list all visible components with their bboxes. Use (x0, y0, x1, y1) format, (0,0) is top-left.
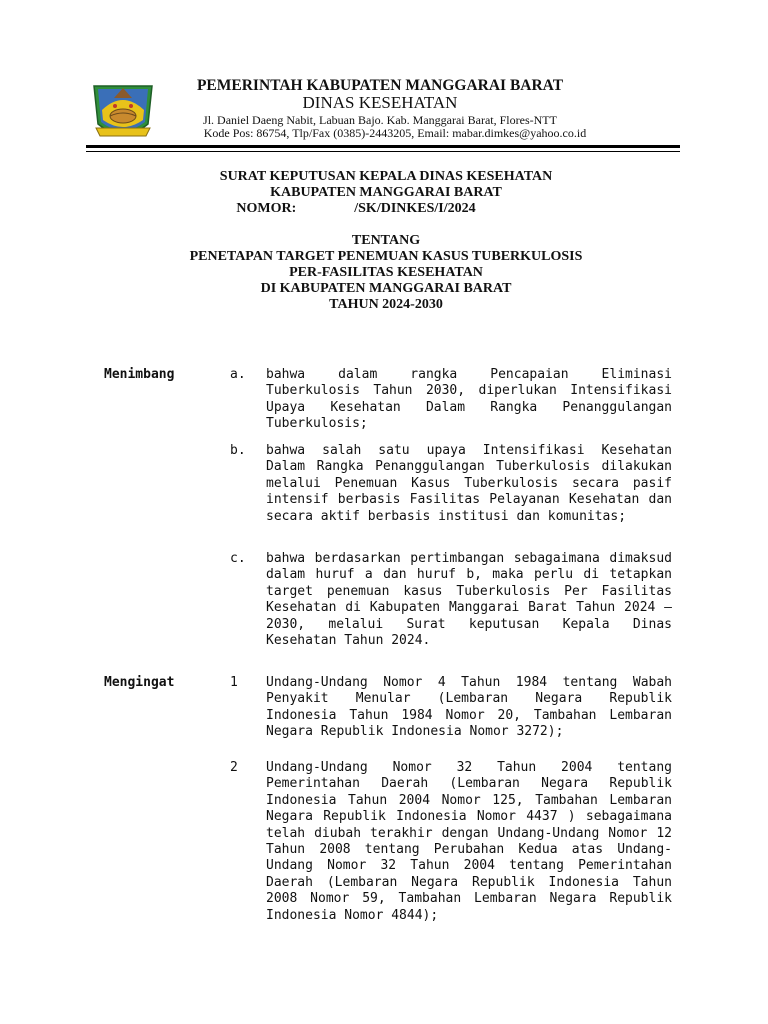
item-marker: b. (230, 443, 246, 458)
header-address: Jl. Daniel Daeng Nabit, Labuan Bajo. Kab. Manggarai Barat, Flores-NTT (203, 113, 557, 127)
menimbang-item-a: bahwa dalam rangka Pencapaian Eliminasi Tuberkulosis Tahun 2030, diperlukan Intensifikasi Upaya Kesehatan Dalam Rangka Penanggulangan Tuberkulosis; (266, 367, 672, 432)
header-divider-thick (86, 145, 680, 148)
subject-block (86, 233, 686, 313)
section-label-mengingat: Mengingat (104, 675, 175, 690)
item-marker: 2 (230, 760, 238, 775)
decree-number (26, 201, 686, 217)
mengingat-item-2: Undang-Undang Nomor 32 Tahun 2004 tentang Pemerintahan Daerah (Lembaran Negara Republik Indonesia Tahun 2004 Nomor 125, Tambahan Lembaran Negara Republik Indonesia Nomor 4437 ) sebagaimana telah diubah terakhir dengan Undang-Undang Nomor 12 Tahun 2008 tentang Perubahan Kedua atas Undang-Undang Nomor 32 Tahun 2004 tentang Pemerintahan Daerah (Lembaran Negara Republik Indonesia Tahun 2008 Nomor 59, Tambahan Lembaran Negara Republik Indonesia Nomor 4844); (266, 760, 672, 923)
header-government-name: PEMERINTAH KABUPATEN MANGGARAI BARAT (196, 77, 564, 94)
subject-line2: PENETAPAN TARGET PENEMUAN KASUS TUBERKULOSIS (189, 249, 583, 264)
subject-line5: TAHUN 2024-2030 (329, 297, 443, 312)
subject-line1: TENTANG (351, 233, 421, 248)
mengingat-item-1: Undang-Undang Nomor 4 Tahun 1984 tentang Wabah Penyakit Menular (Lembaran Negara Republik Indonesia Tahun 1984 Nomor 20, Tambahan Lembaran Negara Republik Indonesia Nomor 3272); (266, 675, 672, 740)
item-marker: a. (230, 367, 246, 382)
item-marker: c. (230, 551, 246, 566)
decree-number-value: /SK/DINKES/I/2024 (354, 201, 476, 216)
header-agency-name: DINAS KESEHATAN (302, 93, 458, 112)
decree-title-block (86, 169, 686, 217)
decree-title-line1: SURAT KEPUTUSAN KEPALA DINAS KESEHATAN (219, 169, 553, 184)
regency-emblem-logo (88, 80, 158, 144)
menimbang-item-c: bahwa berdasarkan pertimbangan sebagaimana dimaksud dalam huruf a dan huruf b, maka perlu di tetapkan target penemuan kasus Tuberkulosis Per Fasilitas Kesehatan di Kabupaten Manggarai Barat Tahun 2024 – 2030, melalui Surat keputusan Kepala Dinas Kesehatan Tahun 2024. (266, 551, 672, 649)
subject-line4: DI KABUPATEN MANGGARAI BARAT (260, 281, 512, 296)
menimbang-item-b: bahwa salah satu upaya Intensifikasi Kesehatan Dalam Rangka Penanggulangan Tuberkulosis dilakukan melalui Penemuan Kasus Tuberkulosis secara pasif intensif berbasis Fasilitas Pelayanan Kesehatan dan secara aktif berbasis institusi dan komunitas; (266, 443, 672, 524)
decree-title-line2: KABUPATEN MANGGARAI BARAT (270, 185, 502, 200)
header-contact: Kode Pos: 86754, Tlp/Fax (0385)-2443205, Email: mabar.dimkes@yahoo.co.id (203, 126, 587, 140)
decree-number-label: NOMOR: (236, 201, 297, 216)
item-marker: 1 (230, 675, 238, 690)
header-divider-thin (86, 151, 680, 152)
subject-line3: PER-FASILITAS KESEHATAN (289, 265, 483, 280)
section-label-menimbang: Menimbang (104, 367, 175, 382)
